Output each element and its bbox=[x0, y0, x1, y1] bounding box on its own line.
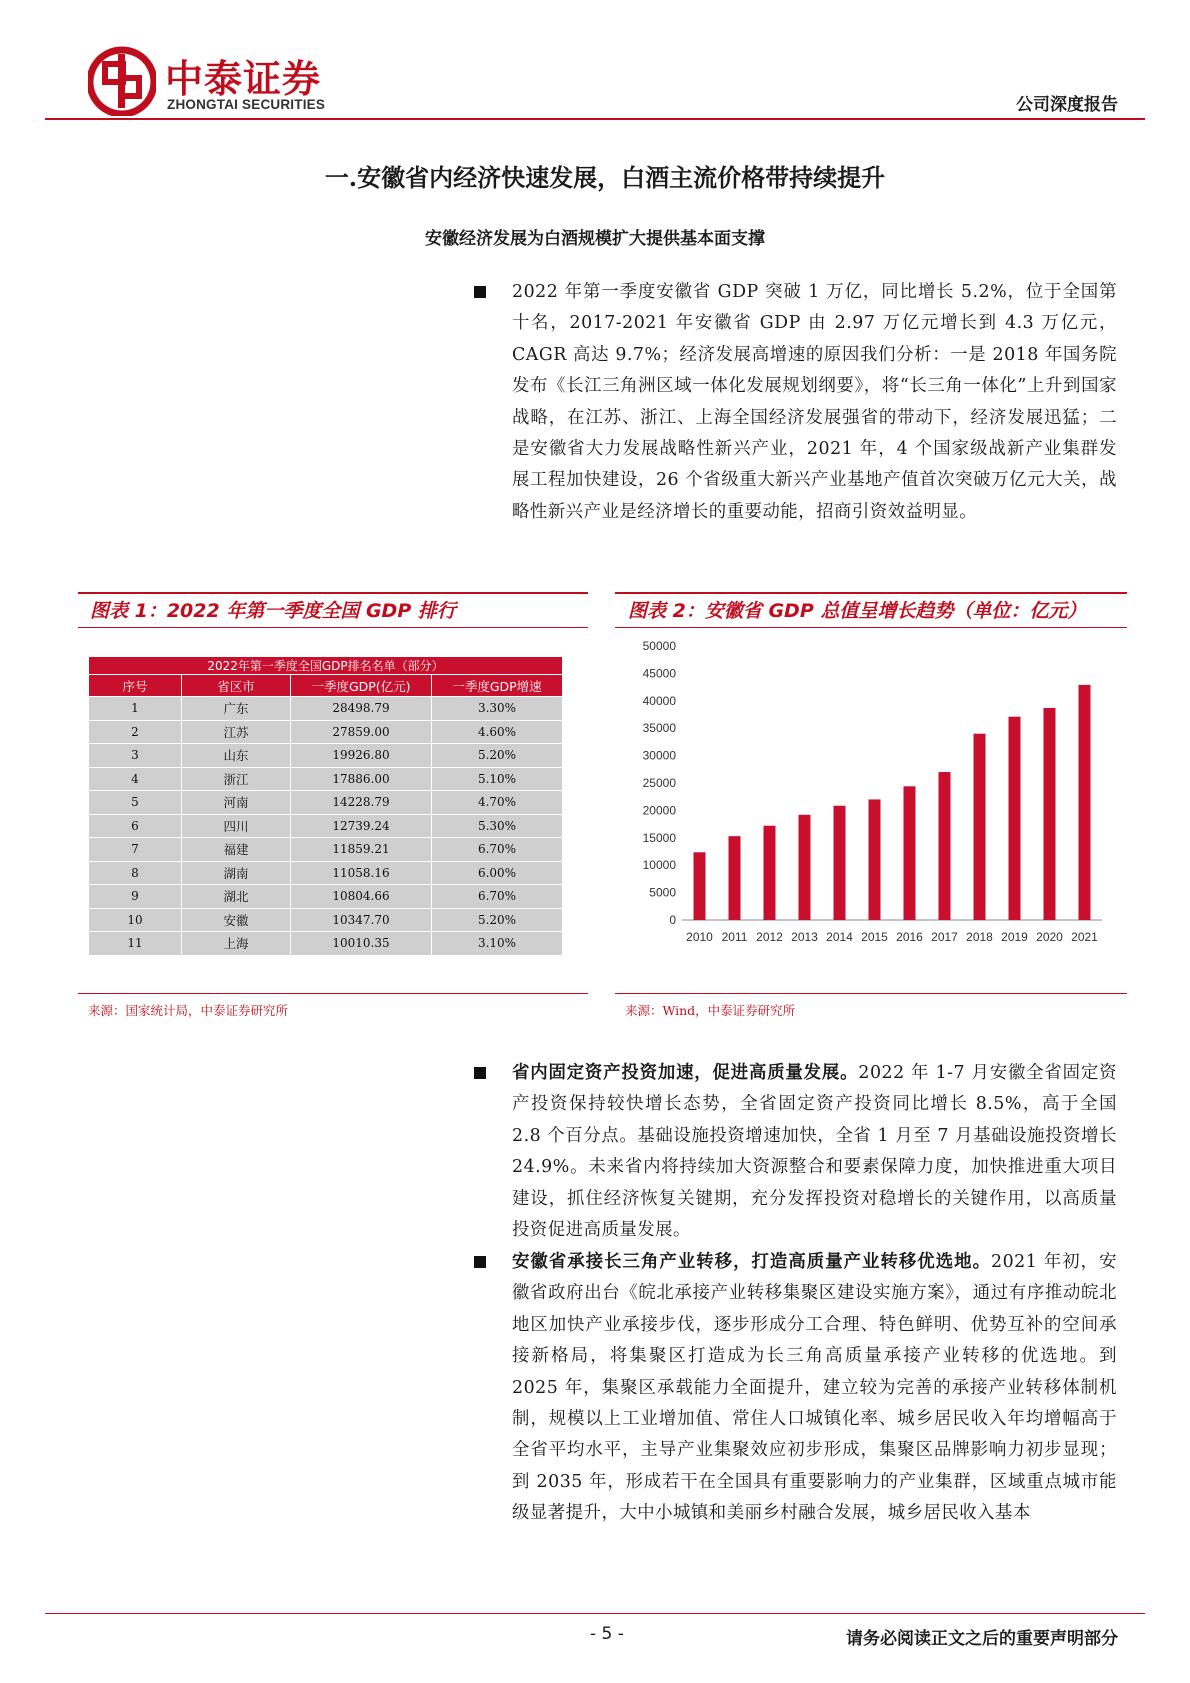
cell-gdp: 11058.16 bbox=[291, 861, 432, 885]
bar-2015 bbox=[869, 799, 881, 920]
bar-2020 bbox=[1044, 708, 1056, 920]
cell-province: 四川 bbox=[182, 814, 291, 838]
cell-province: 江苏 bbox=[182, 720, 291, 744]
x-tick-label: 2010 bbox=[686, 930, 713, 944]
cell-rank: 11 bbox=[89, 932, 182, 956]
x-tick-label: 2014 bbox=[826, 930, 853, 944]
x-tick-label: 2016 bbox=[896, 930, 923, 944]
paragraph-body: 2022 年 1-7 月安徽全省固定资产投资保持较快增长态势，全省固定资产投资同比增长 8.5%，高于全国 2.8 个百分点。基础设施投资增速加快，全省 1 月至 7 月基础设施投资增长 24.9%。未来省内将持续加大资源整合和要素保障力度，加快推进重大项目建设，抓住经济恢复关键期，充分发挥投资对稳增长的关键作用，以高质量投资促进高质量发展。 bbox=[512, 1063, 1117, 1241]
disclaimer-note: 请务必阅读正文之后的重要声明部分 bbox=[846, 1629, 1118, 1649]
figure2-bottom-line bbox=[615, 993, 1127, 994]
report-type-label: 公司深度报告 bbox=[1016, 95, 1118, 115]
x-tick-label: 2020 bbox=[1036, 930, 1063, 944]
bar-2018 bbox=[974, 734, 986, 920]
figure2-top-line bbox=[615, 592, 1127, 594]
gdp-ranking-table bbox=[88, 656, 563, 956]
cell-rank: 2 bbox=[89, 720, 182, 744]
y-tick-label: 15000 bbox=[642, 830, 676, 845]
cell-province: 福建 bbox=[182, 838, 291, 862]
paragraph-body: 2021 年初，安徽省政府出台《皖北承接产业转移集聚区建设实施方案》，通过有序推动皖北地区加快产业承接步伐，逐步形成分工合理、特色鲜明、优势互补的空间承接新格局，将集聚区打造成为长三角高质量承接产业转移的优选地。到 2025 年，集聚区承载能力全面提升，建立较为完善的承接产业转移体制机制，规模以上工业增加值、常住人口城镇化率、城乡居民收入年均增幅高于全省平均水平，主导产业集聚效应初步形成，集聚区品牌影响力初步显现；到 2035 年，形成若干在全国具有重要影响力的产业集群，区域重点城市能级显著提升，大中小城镇和美丽乡村融合发展，城乡居民收入基本 bbox=[512, 1252, 1117, 1524]
figure2-source: 来源：Wind，中泰证券研究所 bbox=[625, 1003, 796, 1018]
table-row bbox=[89, 814, 563, 838]
table-row bbox=[89, 744, 563, 768]
table-row bbox=[89, 932, 563, 956]
figure1-source: 来源：国家统计局，中泰证券研究所 bbox=[88, 1003, 289, 1018]
cell-growth: 3.10% bbox=[432, 932, 563, 956]
bullet-marker bbox=[474, 286, 486, 298]
logo-name-en: ZHONGTAI SECURITIES bbox=[167, 97, 326, 112]
figure1-caption-line bbox=[78, 627, 588, 628]
x-tick-label: 2019 bbox=[1001, 930, 1028, 944]
table-row bbox=[89, 908, 563, 932]
paragraph-anhui-gdp: 2022 年第一季度安徽省 GDP 突破 1 万亿，同比增长 5.2%，位于全国第十名，2017-2021 年安徽省 GDP 由 2.97 万亿元增长到 4.3 万亿元，CAGR 高达 9.7%；经济发展高增速的原因我们分析：一是 2018 年国务院发布《长江三角洲区域一体化发展规划纲要》，将“长三角一体化”上升到国家战略，在江苏、浙江、上海全国经济发展强省的带动下，经济发展迅猛；二是安徽省大力发展战略性新兴产业，2021 年，4 个国家级战新产业集群发展工程加快建设，26 个省级重大新兴产业基地产值首次突破万亿元大关，战略性新兴产业是经济增长的重要动能，招商引资效益明显。 bbox=[512, 282, 1117, 522]
cell-rank: 9 bbox=[89, 885, 182, 909]
cell-province: 湖南 bbox=[182, 861, 291, 885]
y-tick-label: 5000 bbox=[649, 885, 676, 900]
page-number: - 5 - bbox=[590, 1624, 624, 1644]
table-row bbox=[89, 720, 563, 744]
figure2-caption-line bbox=[615, 627, 1127, 628]
bar-2011 bbox=[729, 836, 741, 920]
paragraph-lead: 省内固定资产投资加速，促进高质量发展。 bbox=[512, 1063, 859, 1083]
table-row bbox=[89, 861, 563, 885]
bar-2019 bbox=[1009, 717, 1021, 920]
x-tick-label: 2015 bbox=[861, 930, 888, 944]
cell-growth: 6.70% bbox=[432, 838, 563, 862]
bar-2017 bbox=[939, 772, 951, 920]
figure1-caption: 图表 1：2022 年第一季度全国 GDP 排行 bbox=[90, 600, 456, 622]
cell-rank: 8 bbox=[89, 861, 182, 885]
y-tick-label: 50000 bbox=[642, 640, 676, 653]
cell-province: 山东 bbox=[182, 744, 291, 768]
cell-rank: 6 bbox=[89, 814, 182, 838]
cell-gdp: 27859.00 bbox=[291, 720, 432, 744]
cell-gdp: 17886.00 bbox=[291, 767, 432, 791]
cell-rank: 10 bbox=[89, 908, 182, 932]
col-header-gdp: 一季度GDP(亿元) bbox=[291, 675, 432, 697]
figure2-caption: 图表 2：安徽省 GDP 总值呈增长趋势（单位：亿元） bbox=[628, 600, 1087, 622]
cell-growth: 4.60% bbox=[432, 720, 563, 744]
cell-gdp: 10010.35 bbox=[291, 932, 432, 956]
table-row bbox=[89, 767, 563, 791]
col-header-province: 省区市 bbox=[182, 675, 291, 697]
table-row bbox=[89, 885, 563, 909]
cell-growth: 6.00% bbox=[432, 861, 563, 885]
sub-title: 安徽经济发展为白酒规模扩大提供基本面支撑 bbox=[425, 229, 765, 249]
section-title: 一.安徽省内经济快速发展，白酒主流价格带持续提升 bbox=[324, 163, 886, 192]
cell-growth: 4.70% bbox=[432, 791, 563, 815]
y-tick-label: 20000 bbox=[642, 803, 676, 818]
y-tick-label: 30000 bbox=[642, 748, 676, 763]
cell-gdp: 12739.24 bbox=[291, 814, 432, 838]
table-row bbox=[89, 791, 563, 815]
x-tick-label: 2013 bbox=[791, 930, 818, 944]
cell-growth: 5.30% bbox=[432, 814, 563, 838]
company-logo-icon bbox=[88, 44, 156, 116]
col-header-rank: 序号 bbox=[89, 675, 182, 697]
bar-2010 bbox=[694, 852, 706, 920]
table-row bbox=[89, 697, 563, 721]
cell-growth: 6.70% bbox=[432, 885, 563, 909]
bar-2013 bbox=[799, 815, 811, 920]
cell-gdp: 19926.80 bbox=[291, 744, 432, 768]
y-tick-label: 45000 bbox=[642, 666, 676, 681]
cell-gdp: 28498.79 bbox=[291, 697, 432, 721]
bar-2021 bbox=[1079, 685, 1091, 920]
cell-gdp: 14228.79 bbox=[291, 791, 432, 815]
cell-province: 广东 bbox=[182, 697, 291, 721]
x-tick-label: 2012 bbox=[756, 930, 783, 944]
table-title: 2022年第一季度全国GDP排名名单（部分） bbox=[89, 657, 563, 675]
paragraph-fixed-investment bbox=[512, 1058, 1117, 1246]
x-tick-label: 2017 bbox=[931, 930, 958, 944]
y-tick-label: 10000 bbox=[642, 858, 676, 873]
cell-growth: 3.30% bbox=[432, 697, 563, 721]
x-tick-label: 2011 bbox=[721, 930, 748, 944]
bullet-marker bbox=[474, 1067, 486, 1079]
bar-2014 bbox=[834, 806, 846, 920]
cell-growth: 5.20% bbox=[432, 908, 563, 932]
cell-gdp: 10804.66 bbox=[291, 885, 432, 909]
cell-gdp: 10347.70 bbox=[291, 908, 432, 932]
cell-rank: 3 bbox=[89, 744, 182, 768]
cell-rank: 5 bbox=[89, 791, 182, 815]
paragraph-industry-transfer bbox=[512, 1247, 1117, 1530]
x-tick-label: 2021 bbox=[1071, 930, 1098, 944]
y-tick-label: 35000 bbox=[642, 721, 676, 736]
cell-province: 浙江 bbox=[182, 767, 291, 791]
cell-rank: 1 bbox=[89, 697, 182, 721]
col-header-growth: 一季度GDP增速 bbox=[432, 675, 563, 697]
footer-divider bbox=[45, 1613, 1145, 1614]
logo-name-cn: 中泰证券 bbox=[165, 57, 322, 101]
paragraph-lead: 安徽省承接长三角产业转移，打造高质量产业转移优选地。 bbox=[512, 1252, 991, 1272]
cell-province: 湖北 bbox=[182, 885, 291, 909]
x-tick-label: 2018 bbox=[966, 930, 993, 944]
cell-growth: 5.20% bbox=[432, 744, 563, 768]
figure1-bottom-line bbox=[78, 993, 588, 994]
y-tick-label: 40000 bbox=[642, 693, 676, 708]
bar-2016 bbox=[904, 786, 916, 920]
cell-growth: 5.10% bbox=[432, 767, 563, 791]
y-tick-label: 25000 bbox=[642, 776, 676, 790]
bar-2012 bbox=[764, 826, 776, 920]
cell-gdp: 11859.21 bbox=[291, 838, 432, 862]
cell-rank: 4 bbox=[89, 767, 182, 791]
table-row bbox=[89, 838, 563, 862]
cell-province: 上海 bbox=[182, 932, 291, 956]
figure1-top-line bbox=[78, 592, 588, 594]
header-divider bbox=[45, 118, 1145, 120]
y-tick-label: 0 bbox=[669, 913, 676, 927]
bullet-marker bbox=[474, 1256, 486, 1268]
anhui-gdp-bar-chart bbox=[620, 640, 1130, 950]
cell-province: 安徽 bbox=[182, 908, 291, 932]
cell-rank: 7 bbox=[89, 838, 182, 862]
cell-province: 河南 bbox=[182, 791, 291, 815]
